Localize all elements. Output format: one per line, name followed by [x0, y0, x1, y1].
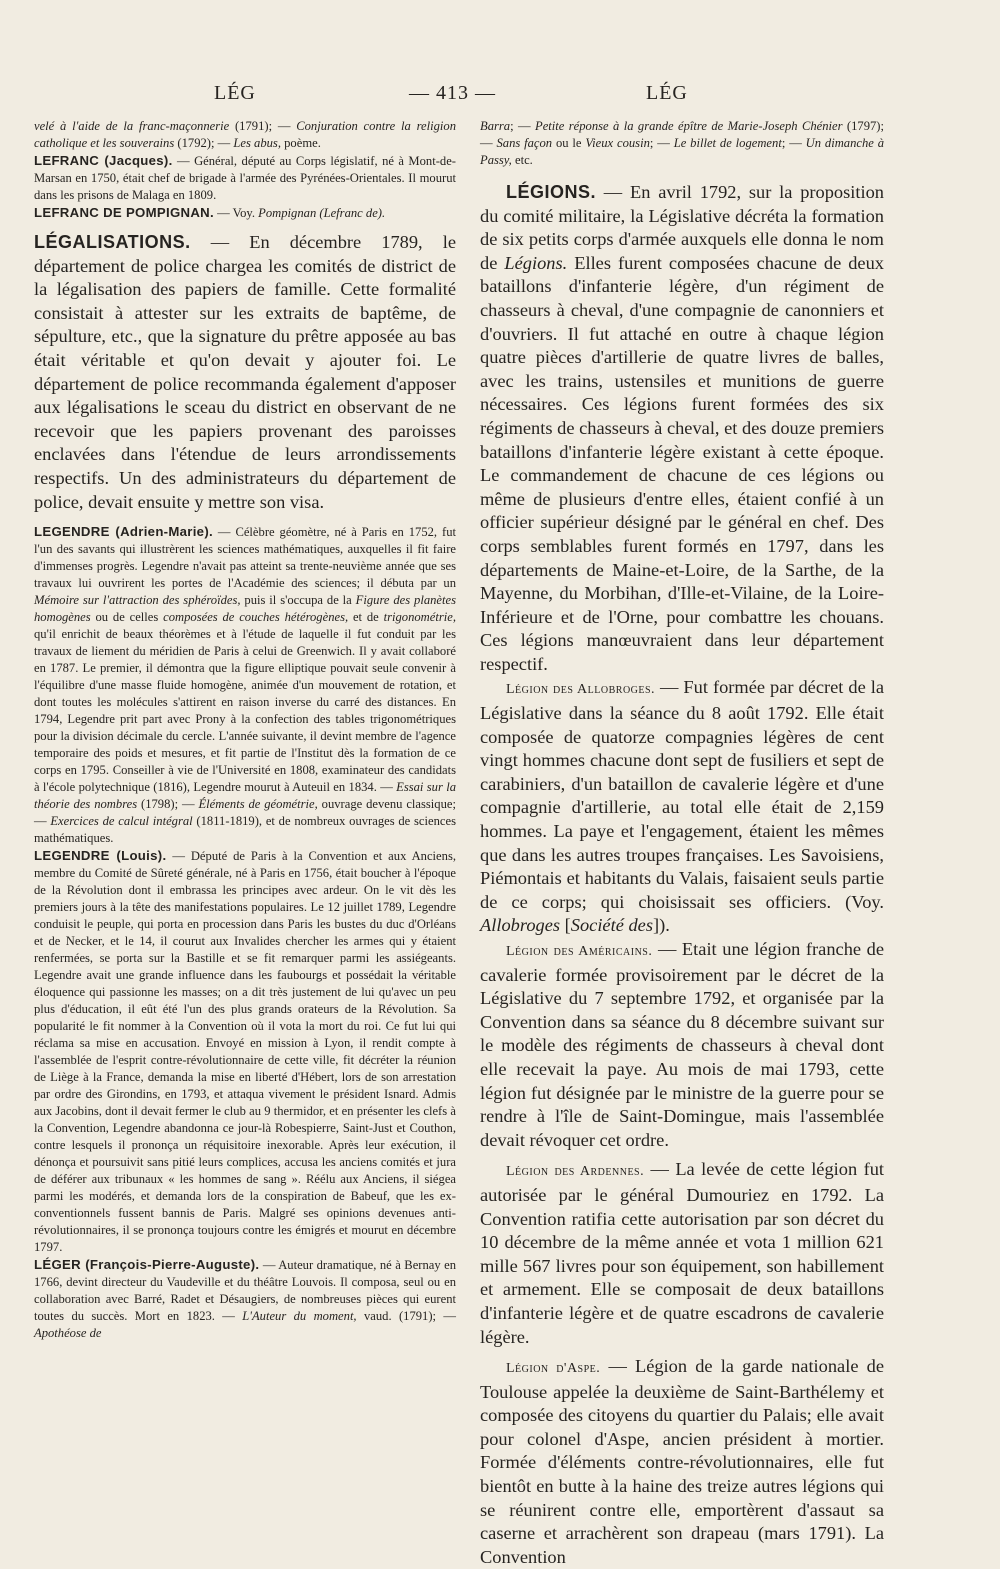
entry-leger-francois-pierre-auguste: LÉGER (François-Pierre-Auguste). — Auteur dramatique, né à Bernay en 1766, devint directeur du Vaudeville et du théâtre Louvois. Il composa, seul ou en collaboration avec Barré, Radet et Désaugiers, de nombreuses pièces qui eurent toutes du succès. Mort en 1823. — L'Auteur du moment, vaud. (1791); — Apothéose de: [34, 1257, 457, 1341]
entry-heading: LEFRANC DE POMPIGNAN.: [34, 205, 214, 220]
entry-heading: Légion des Ardennes.: [506, 1164, 645, 1180]
entry-legalisations: LÉGALISATIONS. — En décembre 1789, le département de police chargea les comités de district de la légalisation des papiers de famille. Cette formalité consistait à attester sur les extraits de baptême, de sépulture, etc., que la signature du prêtre apposée au bas était véritable et qu'on devait y ajouter foi. Le département de police recommanda également d'apposer aux légalisations le sceau du district en observant de ne recevoir que les papiers provenant des paroisses enclavées dans l'étendue de leurs arrondissements respectifs. Un des administrateurs du département de police, devait ensuite y mettre son visa.: [34, 232, 456, 512]
page-number: — 413 —: [409, 82, 496, 104]
entry-legion-des-ardennes: Légion des Ardennes. — La levée de cette légion fut autorisée par le général Dumouriez en 1792. La Convention ratifia cette autorisation par son décret du 10 décembre de la même année et vota 1 million 621 mille 567 livres pour son équipement, son habillement et armement. Elle se composait de deux bataillons d'infanterie légère et de quatre escadrons de cavalerie légère.: [480, 1159, 885, 1347]
entry-heading: Légion d'Aspe.: [506, 1361, 601, 1377]
entry-legions: LÉGIONS. — En avril 1792, sur la proposition du comité militaire, la Législative décréta la formation de six petits corps d'armée auxquels elle donna le nom de Légions. Elles furent composées chacune de deux bataillons d'infanterie légère, d'un régiment de chasseurs à cheval, d'une compagnie de canonniers et d'ouvriers. Il fut attaché en outre à chaque légion quatre pièces d'artillerie de quatre livres de balles, avec les trains, ustensiles et munitions de guerre nécessaires. Ces légions furent formées des six régiments de chasseurs à cheval, et des douze premiers bataillons d'infanterie légère existant à cette époque. Le commandement de chacune de ces légions ou même de plusieurs d'entre elles, étaient confié à un officier supérieur désigné par le général en chef. Des corps semblables furent formés en 1797, dans les départements de Maine-et-Loire, de la Sarthe, de la Mayenne, du Morbihan, d'Ille-et-Vilaine, de la Loire-Inférieure et de l'Orne, pour combattre les chouans. Ces légions manœuvraient dans leur département respectif.: [480, 182, 884, 674]
left-column: [34, 118, 456, 1342]
entry-lefranc-de-pompignan: LEFRANC DE POMPIGNAN. — Voy. Pompignan (Lefranc de).: [34, 205, 386, 220]
header-right-word: LÉG: [646, 82, 688, 104]
right-column: [480, 118, 884, 1569]
entry-lefranc-jacques: LEFRANC (Jacques). — Général, député au Corps législatif, né à Mont-de-Marsan en 1750, était chef de brigade à l'armée des Pyrénées-Orientales. Il mourut dans les prisons de Malaga en 1809.: [34, 153, 456, 202]
header-left-word: LÉG: [214, 82, 256, 104]
entry-heading: Légion des Américains.: [506, 944, 653, 959]
entry-heading: LÉGER (François-Pierre-Auguste).: [34, 1257, 260, 1273]
continuation-paragraph: velé à l'aide de la franc-maçonnerie (1791); — Conjuration contre la religion catholique et les souverains (1792); — Les abus, poème.: [34, 119, 457, 150]
entry-heading: Légion des Allobroges.: [506, 682, 656, 698]
entry-heading: LEFRANC (Jacques).: [34, 153, 173, 168]
entry-legion-des-allobroges: Légion des Allobroges. — Fut formée par décret de la Législative dans la séance du 8 août 1792. Elle était composée de quatorze compagnies légères de cent vingt hommes chacune dont sept de fusiliers et sept de carabiniers, d'un bataillon de cavalerie légère et d'une compagnie d'artillerie, au total elle était de 2,159 hommes. La paye et l'engagement, étaient les mêmes que dans les autres troupes françaises. Les Savoisiens, Piémontais et habitants du Valais, faisaient seuls partie de ce corps; qui choisissait ses officiers. (Voy. Allobroges [Société des]).: [480, 677, 884, 936]
entry-heading: LÉGALISATIONS.: [34, 232, 191, 252]
entry-legion-d-aspe: Légion d'Aspe. — Légion de la garde nationale de Toulouse appelée la deuxième de Saint-Barthélemy et composée des citoyens du quartier du Palais; elle avait pour colonel d'Aspe, ancien président à mortier. Formée d'éléments contre-révolutionnaires, elle fut bientôt en butte à la haine des treize autres légions qui se réunirent contre elle, emportèrent d'assaut sa caserne et arrachèrent son drapeau (mars 1791). La Convention: [480, 1356, 884, 1567]
entry-legendre-louis: LEGENDRE (Louis). — Député de Paris à la Convention et aux Anciens, membre du Comité de Sûreté générale, né à Paris en 1756, était boucher à l'époque de la Révolution dont il embrassa les principes avec ardeur. On le vit dès les premiers jours à la tête des manifestations populaires. Le 12 juillet 1789, Legendre conduisit le peuple, qui porta en procession dans Paris les bustes du duc d'Orléans et de Necker, et le 14, il courut aux Invalides chercher les armes qui y étaient renfermées, se porta sur la Bastille et se fit remarquer parmi les assiégeants. Legendre avait une grande influence dans les faubourgs et possédait la véritable éloquence qui passionne les masses; on a dit très justement de lui qu'avec un peu plus d'éducation, il eût été l'un des plus grands orateurs de la Révolution. Sa popularité le fit nommer à la Convention où il vota la mort du roi. Ce fut lui qui réclama sa mise en accusation. Envoyé en mission à Lyon, il rendit compte à l'assemblée de l'esprit contre-révolutionnaire de cette ville, fit décréter la réunion de Liège à la France, demanda la mise en liberté d'Hébert, lors de son arrestation par ordre des Girondins, en 1793, et attaqua vivement le président Isnard. Admis aux Jacobins, dont il devait fermer le club au 9 thermidor, et en présenter les clefs à la Convention, Legendre abandonna ce jour-là Robespierre, Saint-Just et Couthon, contre lesquels il prononça un réquisitoire inexorable. Après leur exécution, il dénonça et poursuivit sans pitié leurs complices, accusa les anciens comités et jura de déférer aux tribunaux « les hommes de sang ». Réélu aux Anciens, il siégea parmi les modérés, et demanda lors de la conspiration de Babeuf, que les ex-conventionnels fussent bannis de Paris. Malgré ses opinions devenues anti-révolutionnaires, il se prononça toujours contre les émigrés et mourut en décembre 1797.: [34, 848, 456, 1255]
entry-legion-des-americains: Légion des Américains. — Etait une légion franche de cavalerie formée provisoirement par le décret de la Législative du 7 septembre 1792, et organisée par la Convention dans sa séance du 8 décembre suivant sur le modèle des régiments de chasseurs à cheval dont elle recevait la paye. Au mois de mai 1793, cette légion fut désignée par le ministre de la guerre pour se rendre à l'île de Saint-Domingue, mais l'assemblée devait révoquer cet ordre.: [480, 939, 885, 1150]
continuation-paragraph: Barra; — Petite réponse à la grande épître de Marie-Joseph Chénier (1797); — Sans façon ou le Vieux cousin; — Le billet de logement; — Un dimanche à Passy, etc.: [480, 119, 885, 167]
entry-legendre-adrien-marie: LEGENDRE (Adrien-Marie). — Célèbre géomètre, né à Paris en 1752, fut l'un des savants qui illustrèrent les sciences mathématiques, auxquelles il fit faire d'immenses progrès. Legendre n'avait pas atteint sa trente-neuvième année que ses travaux lui ouvrirent les portes de l'Académie des sciences; il débuta par un Mémoire sur l'attraction des sphéroïdes, puis il s'occupa de la Figure des planètes homogènes ou de celles composées de couches hétérogènes, et de trigonométrie, qu'il enrichit de beaux théorèmes et à l'étude de laquelle il fut conduit par les travaux de liement du méridien de Paris à celui de Greenwich. Il y avait collaboré en 1787. Le premier, il démontra que la figure elliptique pouvait seule convenir à l'équilibre d'une masse fluide homogène, animée d'un mouvement de rotation, et dont toutes les molécules s'attirent en raison inverse du carré des distances. En 1794, Legendre prit part avec Prony à la confection des tables trigonométriques pour la division décimale du cercle. L'année suivante, il devint membre de l'agence temporaire des poids et mesures, et fit partie de l'Institut dès la formation de ce corps en 1795. Conseiller à vie de l'Université en 1808, examinateur des candidats à l'école polytechnique (1816), Legendre mourut à Auteuil en 1834. — Essai sur la théorie des nombres (1798); — Éléments de géométrie, ouvrage devenu classique; — Exercices de calcul intégral (1811-1819), et de nombreux ouvrages de sciences mathématiques.: [34, 524, 457, 846]
entry-heading: LEGENDRE (Adrien-Marie).: [34, 524, 213, 540]
entry-heading: LEGENDRE (Louis).: [34, 848, 167, 864]
running-header: [214, 82, 688, 112]
entry-heading: LÉGIONS.: [506, 182, 597, 202]
